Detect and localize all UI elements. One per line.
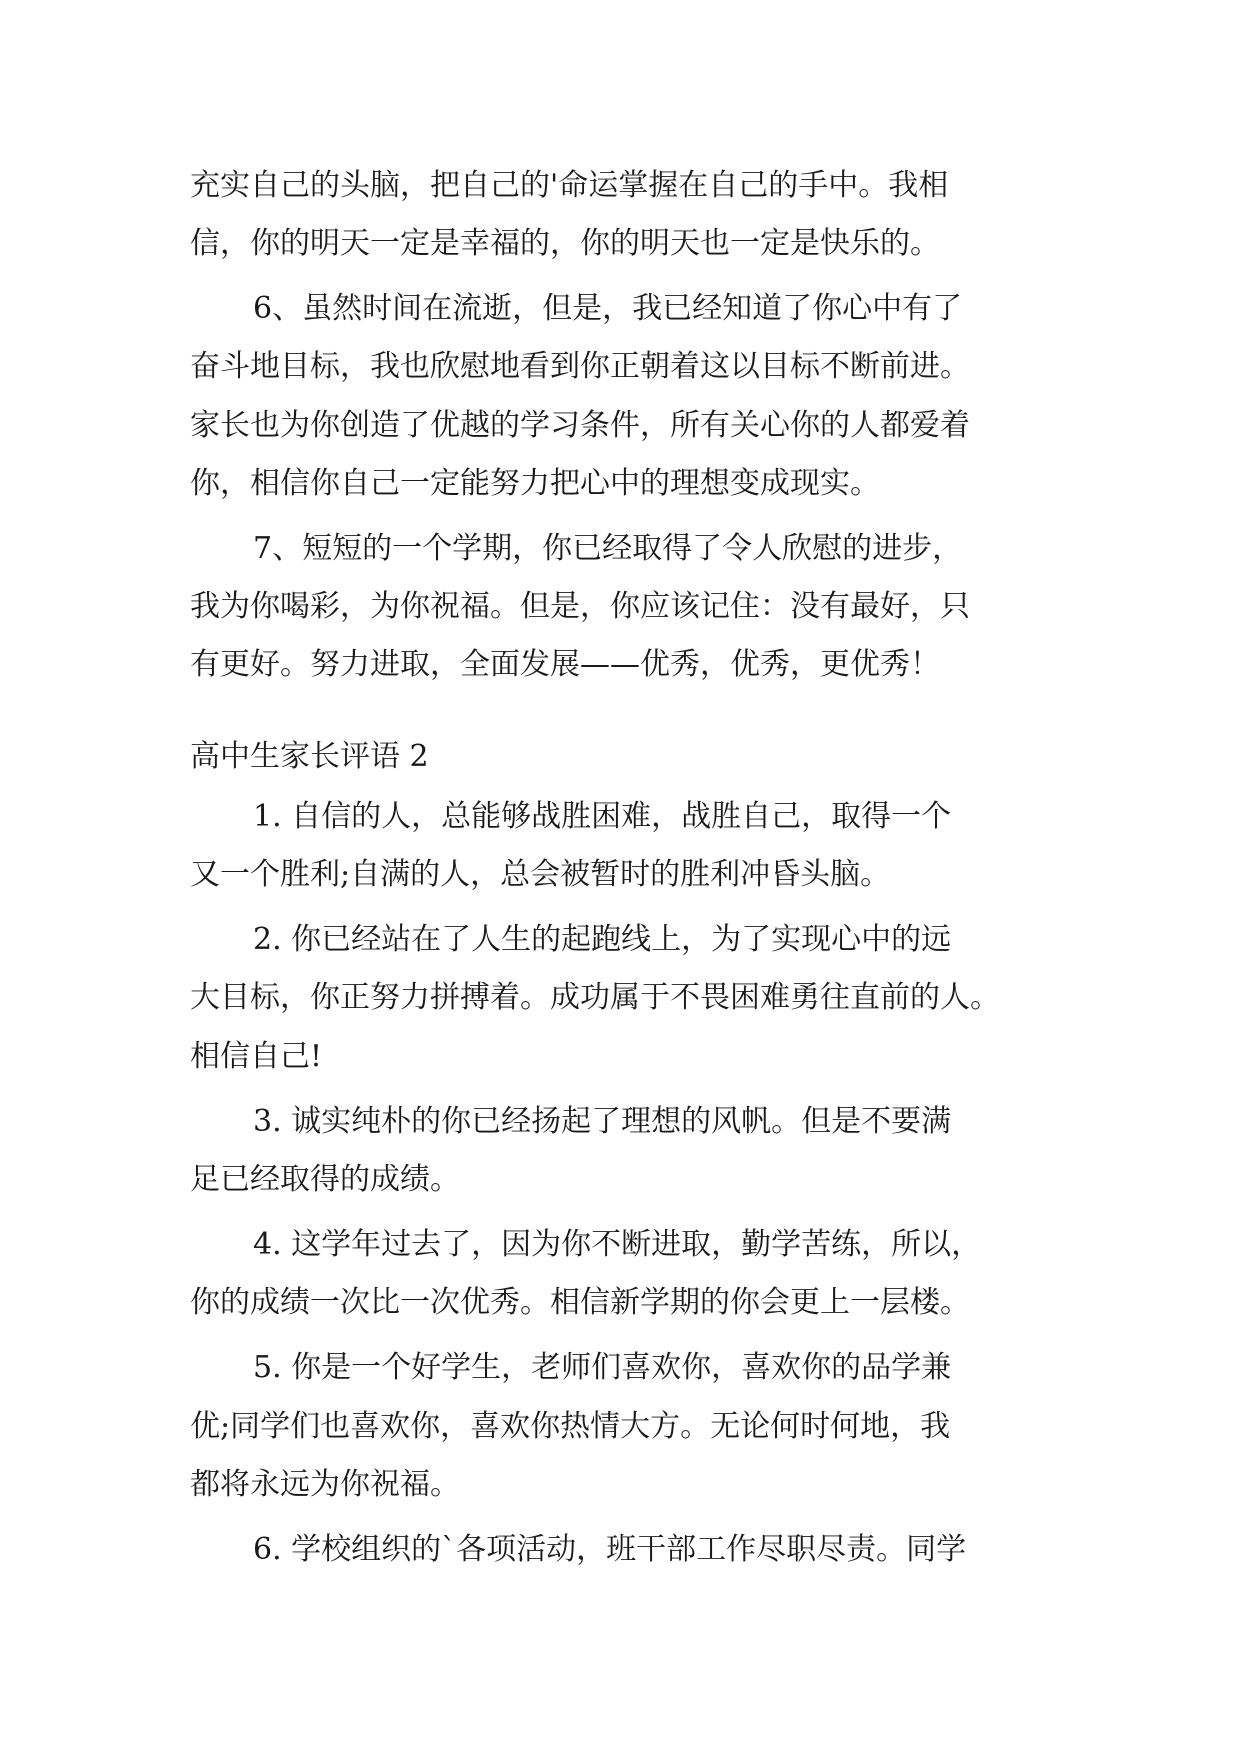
text-line: 都将永远为你祝福。 xyxy=(190,1467,460,1502)
list-item-start: 2. 你已经站在了人生的起跑线上，为了实现心中的远 xyxy=(253,922,952,957)
text-line: 家长也为你创造了优越的学习条件，所有关心你的人都爱着 xyxy=(190,408,970,443)
list-item-start: 4. 这学年过去了，因为你不断进取，勤学苦练，所以， xyxy=(253,1227,982,1262)
list-item-start: 6、虽然时间在流逝，但是，我已经知道了你心中有了 xyxy=(253,291,963,326)
text-line: 信，你的明天一定是幸福的，你的明天也一定是快乐的。 xyxy=(190,226,940,261)
text-line: 你的成绩一次比一次优秀。相信新学期的你会更上一层楼。 xyxy=(190,1285,970,1320)
text-line: 你，相信你自己一定能努力把心中的理想变成现实。 xyxy=(190,466,880,501)
text-line: 我为你喝彩，为你祝福。但是，你应该记住：没有最好，只 xyxy=(190,589,970,624)
text-line: 优;同学们也喜欢你，喜欢你热情大方。无论何时何地，我 xyxy=(190,1409,951,1444)
text-line: 又一个胜利;自满的人，总会被暂时的胜利冲昏头脑。 xyxy=(190,857,891,892)
text-line: 有更好。努力进取，全面发展——优秀，优秀，更优秀！ xyxy=(190,647,940,682)
text-line: 充实自己的头脑，把自己的'命运掌握在自己的手中。我相 xyxy=(190,168,949,203)
list-item-start: 6. 学校组织的`各项活动，班干部工作尽职尽责。同学 xyxy=(253,1532,967,1567)
list-item-start: 3. 诚实纯朴的你已经扬起了理想的风帆。但是不要满 xyxy=(253,1104,952,1139)
text-line: 足已经取得的成绩。 xyxy=(190,1162,460,1197)
list-item-start: 5. 你是一个好学生，老师们喜欢你，喜欢你的品学兼 xyxy=(253,1350,952,1385)
text-line: 相信自己! xyxy=(190,1039,323,1074)
text-line: 奋斗地目标，我也欣慰地看到你正朝着这以目标不断前进。 xyxy=(190,349,970,384)
list-item-start: 7、短短的一个学期，你已经取得了令人欣慰的进步， xyxy=(253,531,963,566)
text-line: 大目标，你正努力拼搏着。成功属于不畏困难勇往直前的人。 xyxy=(190,980,1000,1015)
section-heading: 高中生家长评语 2 xyxy=(190,739,429,774)
list-item-start: 1. 自信的人，总能够战胜困难，战胜自己，取得一个 xyxy=(253,799,952,834)
